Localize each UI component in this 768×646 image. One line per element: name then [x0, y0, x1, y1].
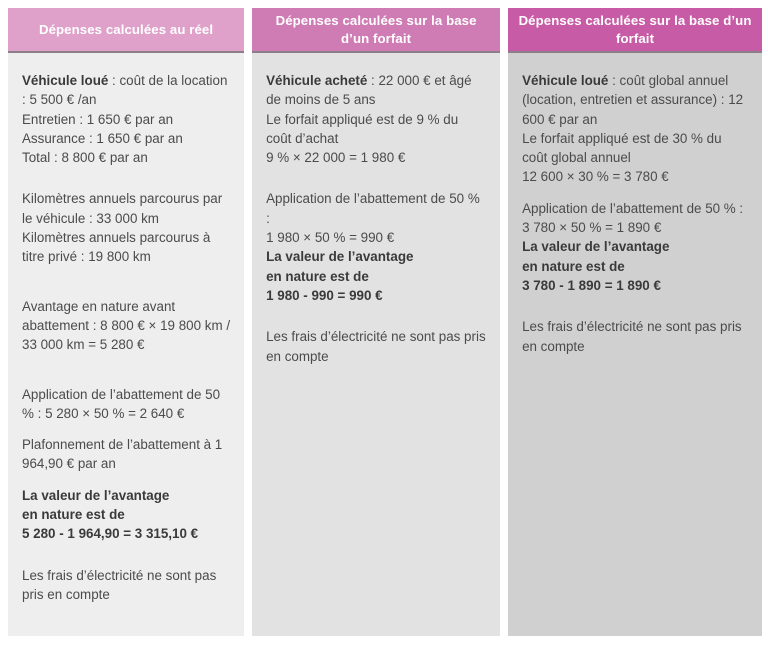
text-run: La valeur de l’avantage	[522, 239, 670, 255]
text-run: en nature est de	[522, 258, 625, 274]
text-block	[22, 71, 230, 110]
text-run: Les frais d’électricité ne sont pas pris en compte	[522, 319, 742, 354]
text-run: 3 780 - 1 890 = 1 890 €	[522, 277, 661, 293]
spacer	[522, 295, 748, 317]
spacer	[22, 474, 230, 486]
text-run: 1 980 × 50 % = 990 €	[266, 230, 395, 246]
spacer	[22, 355, 230, 385]
text-run: 9 % × 22 000 = 1 980 €	[266, 150, 406, 166]
text-run: en nature est de	[266, 268, 369, 284]
text-run: Entretien : 1 650 € par an	[22, 111, 174, 127]
text-block	[22, 189, 230, 228]
text-run: Total : 8 800 € par an	[22, 150, 148, 166]
column-body-reel	[8, 53, 244, 636]
table-column-forfait-achete	[252, 8, 500, 636]
text-emphasis: Véhicule acheté	[266, 73, 368, 88]
text-run: Avantage en nature avant abattement : 8 800 € × 19 800 km / 33 000 km = 5 280 €	[22, 298, 231, 353]
text-block	[22, 566, 230, 605]
table-column-reel	[8, 8, 244, 636]
text-block	[266, 71, 486, 110]
text-block	[266, 247, 486, 305]
text-block	[22, 435, 230, 474]
text-block	[522, 129, 748, 168]
text-run: : 22 000 € et âgé de moins de 5 ans	[266, 73, 472, 108]
text-run: Les frais d’électricité ne sont pas pris en compte	[22, 567, 217, 602]
text-run: 3 780 × 50 % = 1 890 €	[522, 220, 662, 236]
text-run: 1 980 - 990 = 990 €	[266, 287, 383, 303]
text-emphasis: Véhicule loué	[22, 73, 109, 88]
text-block	[22, 148, 230, 167]
text-run: Application de l’abattement de 50 % :	[522, 200, 744, 216]
text-run: 12 600 × 30 % = 3 780 €	[522, 169, 669, 185]
text-block	[522, 317, 748, 356]
text-block	[22, 486, 230, 544]
text-run: La valeur de l’avantage	[266, 249, 414, 265]
text-block	[22, 297, 230, 355]
text-run: Le forfait appliqué est de 9 % du coût d’achat	[266, 111, 459, 146]
column-header-reel: Dépenses calculées au réel	[8, 8, 244, 53]
text-run: en nature est de	[22, 507, 125, 523]
text-run: Les frais d’électricité ne sont pas pris en compte	[266, 329, 486, 364]
text-block	[522, 237, 748, 295]
text-run: : coût global annuel (location, entretien et assurance) : 12 600 € par an	[522, 73, 744, 127]
spacer	[266, 305, 486, 327]
text-run: Le forfait appliqué est de 30 % du coût global annuel	[522, 130, 722, 166]
spacer	[266, 167, 486, 189]
text-emphasis: Véhicule loué	[522, 73, 609, 88]
text-block	[266, 110, 486, 149]
text-block	[266, 327, 486, 366]
column-body-forfait-achete	[252, 53, 500, 636]
text-block	[266, 148, 486, 167]
spacer	[22, 423, 230, 435]
spacer	[522, 187, 748, 199]
text-block	[522, 71, 748, 129]
text-run: Plafonnement de l’abattement à 1 964,90 € par an	[22, 437, 223, 472]
text-run: La valeur de l’avantage	[22, 487, 170, 503]
spacer	[22, 267, 230, 297]
column-header-forfait-achete: Dépenses calculées sur la base d’un forfait	[252, 8, 500, 53]
text-run: Assurance : 1 650 € par an	[22, 130, 183, 146]
text-block	[22, 110, 230, 129]
text-run: Application de l’abattement de 50 % :	[266, 191, 480, 226]
text-block	[266, 189, 486, 228]
text-block	[266, 228, 486, 247]
spacer	[22, 167, 230, 189]
text-run: Kilomètres annuels parcourus par le véhicule : 33 000 km	[22, 191, 223, 226]
text-block	[22, 129, 230, 148]
text-run: Kilomètres annuels parcourus à titre privé : 19 800 km	[22, 230, 211, 265]
text-block	[22, 228, 230, 267]
text-run: 5 280 - 1 964,90 = 3 315,10 €	[22, 526, 199, 542]
table-column-forfait-loue	[508, 8, 762, 636]
text-block	[522, 199, 748, 218]
column-header-forfait-loue: Dépenses calculées sur la base d’un forfait	[508, 8, 762, 53]
column-body-forfait-loue	[508, 53, 762, 636]
text-block	[522, 218, 748, 237]
text-block	[522, 167, 748, 186]
text-run: : coût de la location : 5 500 € /an	[22, 73, 228, 108]
spacer	[22, 544, 230, 566]
text-block	[22, 385, 230, 424]
text-run: Application de l’abattement de 50 % : 5 280 × 50 % = 2 640 €	[22, 386, 221, 421]
